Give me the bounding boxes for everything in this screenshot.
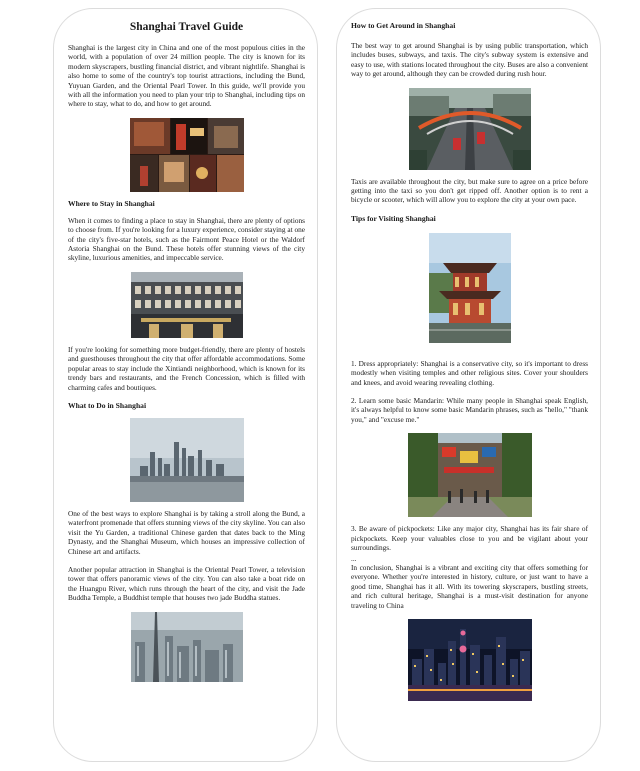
tip-3: 3. Be aware of pickpockets: Like any major city, Shanghai has its fair share of pickpockets. Keep your valuables close to you and be vigilant about your surroundings. — [351, 524, 588, 553]
around-paragraph-1: The best way to get around Shanghai is by using public transportation, which includes buses, subways, and taxis. The city's subway system is extensive and easy to use, with stations located throughout the city. Buses are also a convenient way to get around, although they can be crowded during rush hour. — [351, 41, 588, 79]
tips-heading: Tips for Visiting Shanghai — [351, 213, 436, 223]
do-heading: What to Do in Shanghai — [68, 400, 147, 410]
ellipsis-text: ... — [351, 553, 357, 563]
page-right — [336, 8, 601, 762]
tower-aerial-photo — [131, 612, 243, 682]
page-left-content — [68, 19, 305, 689]
page-title: Shanghai Travel Guide — [129, 21, 244, 33]
intro-paragraph: Shanghai is the largest city in China and one of the most populous cities in the world, with a population of over 24 million people. The city is known for its modern skyscrapers, bustling financial district, and vibrant nightlife. Shanghai is also home to some of the country's top tourist attractions, including the Bund, Yuyuan Garden, and the Oriental Pearl Tower. In this guide, we'll provide you with all the information you need to plan your trip to Shanghai, including tips on where to stay, what to do, and how to get around. — [68, 43, 305, 109]
page-right-content — [351, 21, 588, 708]
stay-paragraph-2: If you're looking for something more budget-friendly, there are plenty of hostels and guesthouses throughout the city that offer affordable accommodations. Some popular areas to stay include the Xintiandi neighborhood, which is known for its trendy bars and restaurants, and the French Concession, which is filled with charming cafes and boutiques. — [68, 344, 305, 392]
night-skyline-photo — [408, 619, 532, 701]
skyline-photo — [130, 418, 244, 502]
do-paragraph-1: One of the best ways to explore Shanghai is by taking a stroll along the Bund, a waterfront promenade that offers stunning views of the city skyline. You can also visit the Yu Garden, a traditional Chinese garden that dates back to the Ming Dynasty, and the Shanghai Museum, which houses an impressive collection of Chinese art and artifacts. — [68, 508, 305, 556]
conclusion-paragraph: In conclusion, Shanghai is a vibrant and exciting city that offers something for everyone. Whether you're interested in history, culture, or just want to have a good time, Shanghai has it all. With its towering skyscrapers, bustling streets, and rich cultural heritage, Shanghai is a must-visit destination for anyone traveling to China — [351, 562, 588, 610]
tip-2: 2. Learn some basic Mandarin: While many people in Shanghai speak English, it's always helpful to know some basic Mandarin phrases, such as "hello," "thank you," and "excuse me." — [351, 396, 588, 424]
hotel-photo — [131, 272, 243, 338]
around-paragraph-2: Taxis are available throughout the city, but make sure to agree on a price before getting into the taxi so you don't get ripped off. Another option is to rent a bicycle or scooter, which will allow you to explore the city at your own pace. — [351, 176, 588, 205]
street-photo — [408, 433, 532, 517]
stay-heading: Where to Stay in Shanghai — [68, 198, 155, 208]
around-heading: How to Get Around in Shanghai — [351, 21, 456, 30]
pagoda-photo — [429, 233, 511, 343]
page-left — [53, 8, 318, 762]
road-photo — [409, 88, 531, 170]
collage-photo — [130, 118, 244, 192]
do-paragraph-2: Another popular attraction in Shanghai is the Oriental Pearl Tower, a television tower that offers panoramic views of the city. You can also take a boat ride on the Huangpu River, which runs through the heart of the city, and visit the Jade Buddha Temple, a Buddhist temple that houses two jade Buddha statues. — [68, 564, 305, 603]
stay-paragraph-1: When it comes to finding a place to stay in Shanghai, there are plenty of options to choose from. If you're looking for a luxury experience, consider staying at one of the city's five-star hotels, such as the Fairmont Peace Hotel or the Waldorf Astoria Shanghai on the Bund. These hotels offer stunning views of the city skyline, luxurious amenities, and impeccable service. — [68, 215, 305, 263]
tip-1: 1. Dress appropriately: Shanghai is a conservative city, so it's important to dress modestly when visiting temples and other religious sites. Cover your shoulders and knees, and avoid wearing revealing clothing. — [351, 358, 588, 387]
